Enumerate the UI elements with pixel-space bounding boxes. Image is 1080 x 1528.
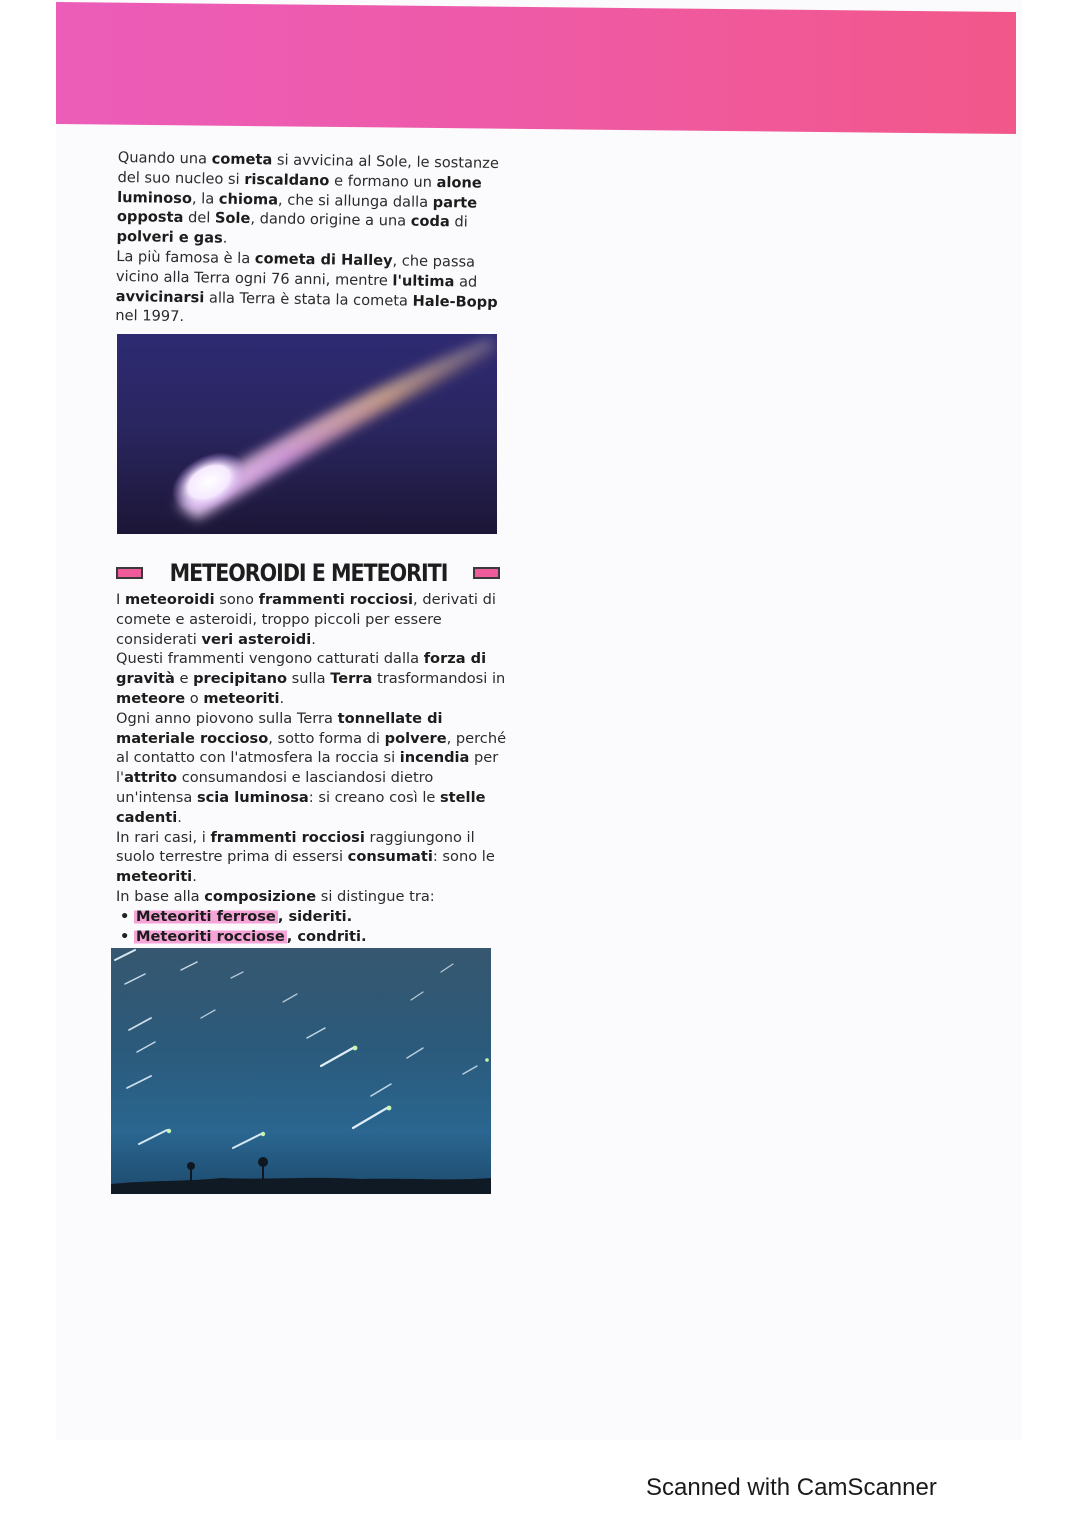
bold-term: Sole [214,209,251,228]
text-run: , che passa vicino alla Terra ogni 76 anni, mentre [115,252,476,290]
meteor-shower-illustration [111,948,491,1194]
bold-term: polvere [384,729,447,747]
bold-term: meteoriti [203,689,280,707]
text-run: per l' [116,749,499,787]
text-run: raggiungono il suolo terrestre prima di essersi [116,828,475,866]
scanner-watermark: Scanned with CamScanner [646,1474,937,1501]
meteor-paragraph-2 [116,649,508,708]
bold-term: coda [410,212,450,231]
section-heading [116,556,500,590]
text-run: alla Terra è stata la cometa [204,288,413,310]
text-run: , sotto forma di [268,729,385,747]
text-run: In base alla [116,887,205,905]
bold-term: frammenti rocciosi [210,828,365,846]
bold-term: scia luminosa [196,788,309,806]
meteor-text [116,590,508,946]
bold-term: veri asteroidi [201,630,312,648]
text-run: Quando una [117,148,212,168]
bold-term: chioma [218,190,279,209]
meteor-paragraph-5 [116,887,508,907]
bold-term: parte opposta [116,193,478,227]
list-item [116,907,508,927]
bold-term: Terra [330,670,373,688]
meteor-paragraph-1 [116,590,508,649]
text-run: , la [191,189,220,208]
text-run: di [449,213,468,231]
list-item-rest: , condriti. [286,927,367,945]
text-run: Questi frammenti vengono catturati dalla [116,650,424,668]
bold-term: avvicinarsi [115,287,205,306]
bold-term: l'ultima [392,272,455,291]
text-run: trasformandosi in [372,670,506,688]
text-run: sulla [287,670,331,688]
text-run: , che si allunga dalla [277,191,433,211]
text-run: e [174,670,194,688]
bold-term: composizione [204,887,317,905]
bold-term: cometa [211,150,273,169]
text-run: si avvicina al Sole, le sostanze del suo nucleo si [117,151,500,188]
bold-term: alone luminoso [117,173,482,207]
text-run: I [116,591,125,608]
bold-term: tonnellate di materiale roccioso [116,709,443,747]
text-run: La più famosa è la [116,247,256,268]
bold-term: stelle cadenti [116,788,486,826]
bold-term: meteoriti [116,868,193,886]
text-run: . [222,229,228,247]
bold-term: Hale-Bopp [412,292,498,311]
text-run: . [177,808,182,826]
bold-term: frammenti rocciosi [258,591,414,608]
list-item-rest: , sideriti. [277,907,353,925]
text-run: e formano un [329,172,437,191]
meteor-shower-photo [111,948,491,1194]
text-run: sono [214,591,259,608]
bold-term: attrito [124,769,178,787]
comet-text [115,148,508,332]
bold-term: meteoroidi [124,591,215,608]
comet-paragraph-1 [116,148,508,253]
text-run: si distingue tra: [316,887,435,905]
text-run: , perché al contatto con l'atmosfera la roccia si [116,729,507,767]
comet-paragraph-2 [115,247,506,332]
list-item [116,927,508,947]
comet-photo [117,334,497,534]
text-run: : sono le [432,848,495,866]
highlighted-term: Meteoriti rocciose [136,927,285,945]
meteorite-types-list [116,907,508,947]
text-run: . [192,868,197,886]
text-run: . [311,630,316,648]
header-banner [56,2,1016,134]
bold-term: precipitano [193,670,287,688]
bold-term: meteore [116,689,186,707]
meteor-paragraph-3 [116,709,508,828]
bold-term: riscaldano [244,170,330,190]
text-run: ad [454,273,478,291]
comet-illustration [117,334,497,534]
text-run: . [279,689,285,707]
heading-bar-right [473,567,500,579]
text-run: del [183,209,216,227]
meteor-paragraph-4 [116,828,508,887]
bold-term: consumati [347,848,433,866]
text-run: : si creano così le [308,788,440,806]
text-run: nel 1997. [115,307,185,326]
text-run: , derivati di comete e asteroidi, troppo piccoli per essere considerati [116,591,496,648]
highlighted-term: Meteoriti ferrose [136,907,276,925]
section-title: METEOROIDI E METEORITI [169,559,447,587]
bold-term: incendia [399,749,470,767]
heading-bar-left [116,567,143,579]
bold-term: cometa di Halley [254,250,393,270]
text-run: Ogni anno piovono sulla Terra [116,709,338,727]
text-run: In rari casi, i [116,828,211,846]
text-run: o [185,689,204,707]
bold-term: forza di gravità [116,650,487,688]
text-run: consumandosi e lasciandosi dietro un'intensa [116,769,434,806]
text-run: , dando origine a una [250,210,411,230]
bold-term: polveri e gas [116,228,223,247]
